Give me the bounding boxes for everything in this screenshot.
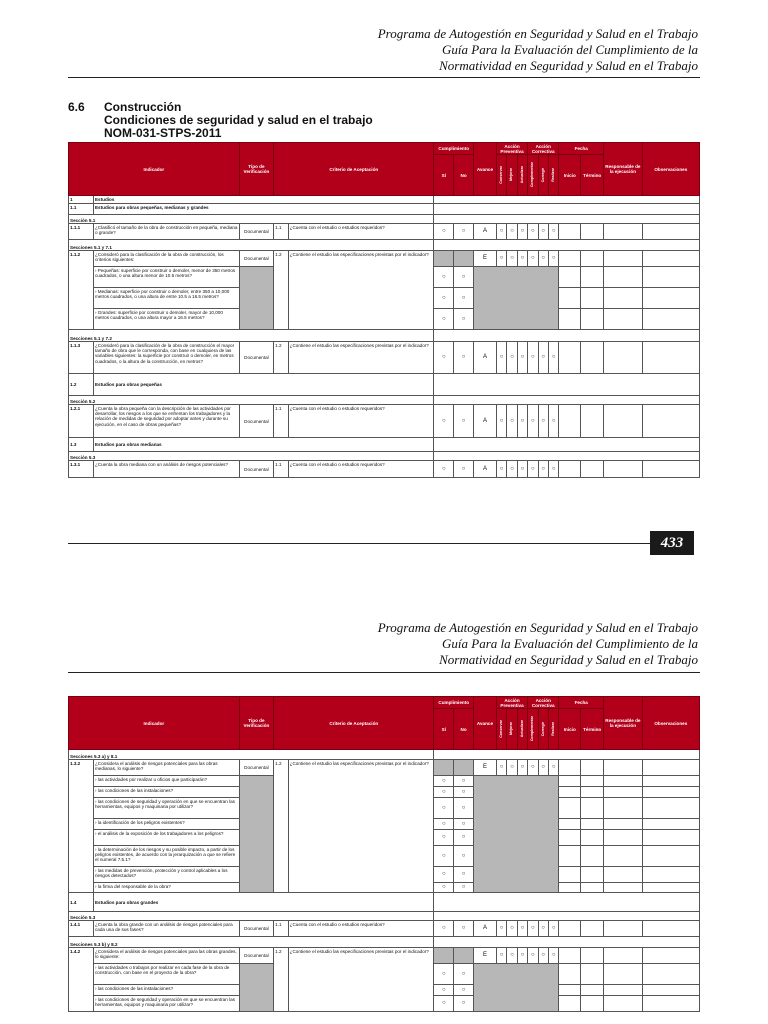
page-number-rule bbox=[68, 543, 650, 544]
responsable-cell[interactable] bbox=[604, 251, 643, 267]
avance-mark: E bbox=[474, 760, 497, 776]
sub-indicator: › el análisis de la exposición de los trabajadores a los peligros? bbox=[93, 830, 239, 846]
col-actualizar: Actualizar bbox=[519, 720, 524, 738]
col-fecha: Fecha bbox=[559, 143, 604, 155]
mejorar-radio[interactable]: ○ bbox=[507, 948, 517, 964]
section-number: 6.6 bbox=[68, 100, 85, 114]
inicio-cell[interactable] bbox=[559, 224, 581, 240]
no-radio[interactable]: ○ bbox=[454, 964, 474, 985]
sub-indicator: › la determinación de los riesgos y su posible impacto, a partir de los peligros existentes, de acuerdo con la jerarquización a que se refiere el numeral 7.5.1? bbox=[93, 846, 239, 867]
col-observaciones: Observaciones bbox=[642, 143, 699, 196]
conservar-radio[interactable]: ○ bbox=[496, 921, 506, 937]
responsable-cell[interactable] bbox=[604, 224, 643, 240]
conservar-radio[interactable]: ○ bbox=[496, 405, 506, 438]
section-ref: Sección 5.3 bbox=[69, 912, 434, 921]
si-radio[interactable]: ○ bbox=[434, 883, 454, 893]
si-radio[interactable]: ○ bbox=[434, 964, 454, 985]
col-observaciones: Observaciones bbox=[642, 697, 699, 750]
col-inicio: Inicio bbox=[559, 709, 581, 750]
col-responsable: Responsable de la ejecución bbox=[604, 143, 643, 196]
no-radio[interactable]: ○ bbox=[454, 267, 474, 288]
si-radio[interactable]: ○ bbox=[434, 461, 454, 478]
col-corregir: Corregir bbox=[540, 167, 545, 182]
row-number: 1.4 bbox=[69, 893, 94, 912]
col-corregir: Corregir bbox=[540, 721, 545, 736]
indicator-text: ¿Cuenta la obra mediana con un análisis de riesgos potenciales? bbox=[93, 461, 239, 478]
col-fecha: Fecha bbox=[559, 697, 604, 709]
col-tipo: Tipo de Verificación bbox=[239, 697, 273, 750]
verification-type: Documental bbox=[239, 251, 273, 267]
table-row bbox=[69, 405, 700, 438]
corregir-radio[interactable]: ○ bbox=[538, 461, 548, 478]
corregir-radio[interactable]: ○ bbox=[538, 948, 548, 964]
no-radio[interactable]: ○ bbox=[454, 921, 474, 937]
criterion-text: ¿Cuenta con el estudio o estudios requeridos? bbox=[288, 224, 434, 240]
item-number: 1.1.1 bbox=[69, 224, 94, 240]
col-indicador: Indicador bbox=[69, 143, 240, 196]
col-actualizar: Actualizar bbox=[519, 166, 524, 184]
verification-type: Documental bbox=[239, 342, 273, 374]
section-ref: Sección 5.1 bbox=[69, 215, 434, 224]
no-radio[interactable]: ○ bbox=[454, 798, 474, 819]
conservar-radio[interactable]: ○ bbox=[496, 948, 506, 964]
corregir-radio[interactable]: ○ bbox=[538, 251, 548, 267]
sub-indicator: › Grandes: superficie por construir o demoler, mayor de 10,000 metros cuadrados, o una altura mayor a 16.5 metros? bbox=[93, 309, 239, 330]
criterion-text: ¿Contiene el estudio las especificaciones previstas por el indicador? bbox=[288, 760, 434, 893]
section-norm: NOM-031-STPS-2011 bbox=[104, 126, 222, 140]
item-number: 1.4.1 bbox=[69, 921, 94, 937]
observaciones-cell[interactable] bbox=[642, 251, 699, 267]
criterion-number: 1.2 bbox=[274, 342, 289, 374]
table-row bbox=[69, 760, 700, 776]
page-header bbox=[378, 26, 698, 74]
avance-mark: A bbox=[474, 461, 497, 478]
row-title: Estudios para obras pequeñas, medianas y grandes bbox=[93, 204, 433, 215]
no-radio[interactable]: ○ bbox=[454, 342, 474, 374]
no-radio[interactable]: ○ bbox=[454, 985, 474, 996]
avance-mark: A bbox=[474, 224, 497, 240]
conservar-radio[interactable]: ○ bbox=[496, 224, 506, 240]
verification-type: Documental bbox=[239, 948, 273, 964]
criterion-number: 1.1 bbox=[274, 461, 289, 478]
header-rule bbox=[68, 77, 700, 78]
col-criterio: Criterio de Aceptación bbox=[274, 697, 434, 750]
evaluation-table-1 bbox=[68, 142, 700, 478]
no-radio[interactable]: ○ bbox=[454, 996, 474, 1012]
corregir-radio[interactable]: ○ bbox=[538, 760, 548, 776]
criterion-text: ¿Contiene el estudio las especificaciones previstas por el indicador? bbox=[288, 342, 434, 374]
corregir-radio[interactable]: ○ bbox=[538, 405, 548, 438]
complementar-radio[interactable]: ○ bbox=[528, 251, 538, 267]
col-realizar: Realizar bbox=[551, 721, 556, 736]
no-radio[interactable]: ○ bbox=[454, 288, 474, 309]
col-indicador: Indicador bbox=[69, 697, 240, 750]
no-radio[interactable]: ○ bbox=[454, 405, 474, 438]
si-radio[interactable]: ○ bbox=[434, 846, 454, 867]
item-number: 1.4.2 bbox=[69, 948, 94, 1012]
col-inicio: Inicio bbox=[559, 155, 581, 196]
col-termino: Término bbox=[581, 155, 604, 196]
indicator-text: ¿Consideró para la clasificación de la obra de construcción, los criterios siguientes: bbox=[93, 251, 239, 267]
si-radio[interactable]: ○ bbox=[434, 819, 454, 830]
indicator-text: ¿Cuenta la obra pequeña con la descripción de las actividades por desarrollar, los riesgos a los que se enfrentan los trabajadores y la relación de medidas de seguridad por adoptar antes y durante su ejecución, en el caso de obras pequeñas? bbox=[93, 405, 239, 438]
sub-indicator: › la firma del responsable de la obra? bbox=[93, 883, 239, 893]
actualizar-radio[interactable]: ○ bbox=[517, 224, 527, 240]
no-radio[interactable]: ○ bbox=[454, 787, 474, 798]
sub-indicator: › las actividades o trabajos por realizar en cada fase de la obra de construcción, con base en el proyecto de la obra? bbox=[93, 964, 239, 985]
si-radio[interactable]: ○ bbox=[434, 267, 454, 288]
actualizar-radio[interactable]: ○ bbox=[517, 760, 527, 776]
verification-type: Documental bbox=[239, 405, 273, 438]
avance-mark: A bbox=[474, 405, 497, 438]
col-si: Sí bbox=[434, 709, 454, 750]
mejorar-radio[interactable]: ○ bbox=[507, 342, 517, 374]
col-complementar: Complementar bbox=[530, 716, 535, 742]
sub-indicator: › Pequeñas: superficie por construir o demoler, menor de 350 metros cuadrados, o una altura menor de 10.5 metros? bbox=[93, 267, 239, 288]
sub-indicator: › la identificación de los peligros existentes? bbox=[93, 819, 239, 830]
col-cumplimiento: Cumplimiento bbox=[434, 697, 474, 709]
col-avance: Avance bbox=[474, 697, 497, 750]
si-radio[interactable]: ○ bbox=[434, 309, 454, 330]
realizar-radio[interactable]: ○ bbox=[548, 461, 558, 478]
conservar-radio[interactable]: ○ bbox=[496, 251, 506, 267]
col-conservar: Conservar bbox=[499, 719, 503, 738]
col-realizar: Realizar bbox=[551, 167, 556, 182]
table-row bbox=[69, 251, 700, 267]
col-conservar: Conservar bbox=[499, 165, 503, 184]
criterion-number: 1.1 bbox=[274, 224, 289, 240]
section-ref: Secciones 5.3 a) y 8.1 bbox=[69, 750, 434, 760]
col-termino: Término bbox=[581, 709, 604, 750]
termino-cell[interactable] bbox=[581, 251, 604, 267]
complementar-radio[interactable]: ○ bbox=[528, 760, 538, 776]
col-no: No bbox=[454, 709, 474, 750]
sub-indicator: › las actividades por realizar u oficios que participarán? bbox=[93, 776, 239, 787]
col-correctiva: Acción Correctiva bbox=[528, 697, 559, 709]
item-number: 1.1.3 bbox=[69, 342, 94, 374]
inicio-cell[interactable] bbox=[559, 251, 581, 267]
col-mejorar: Mejorar bbox=[509, 168, 514, 182]
evaluation-table-2 bbox=[68, 696, 700, 1012]
verification-type: Documental bbox=[239, 760, 273, 776]
sub-indicator: › las condiciones de las instalaciones? bbox=[93, 787, 239, 798]
actualizar-radio[interactable]: ○ bbox=[517, 921, 527, 937]
no-radio[interactable]: ○ bbox=[454, 461, 474, 478]
criterion-number: 1.2 bbox=[274, 948, 289, 1012]
criterion-number: 1.2 bbox=[274, 251, 289, 330]
observaciones-cell[interactable] bbox=[642, 224, 699, 240]
table-row bbox=[69, 224, 700, 240]
col-si: Sí bbox=[434, 155, 454, 196]
page-number: 433 bbox=[650, 531, 694, 555]
corregir-radio[interactable]: ○ bbox=[538, 224, 548, 240]
header-line-2: Guía Para la Evaluación del Cumplimiento de la bbox=[442, 42, 698, 57]
avance-mark: A bbox=[474, 342, 497, 374]
realizar-radio[interactable]: ○ bbox=[548, 760, 558, 776]
col-avance: Avance bbox=[474, 143, 497, 196]
avance-mark: E bbox=[474, 251, 497, 267]
si-radio[interactable]: ○ bbox=[434, 776, 454, 787]
criterion-text: ¿Cuenta con el estudio o estudios requeridos? bbox=[288, 405, 434, 438]
conservar-radio[interactable]: ○ bbox=[496, 461, 506, 478]
si-radio[interactable]: ○ bbox=[434, 985, 454, 996]
corregir-radio[interactable]: ○ bbox=[538, 342, 548, 374]
complementar-radio[interactable]: ○ bbox=[528, 461, 538, 478]
section-ref: Secciones 5.1 y 7.1 bbox=[69, 240, 434, 251]
header-line-1: Programa de Autogestión en Seguridad y Salud en el Trabajo bbox=[377, 620, 698, 635]
col-tipo: Tipo de Verificación bbox=[239, 143, 273, 196]
si-radio[interactable]: ○ bbox=[434, 830, 454, 846]
table-row bbox=[69, 342, 700, 374]
criterion-text: ¿Contiene el estudio las especificaciones previstas por el indicador? bbox=[288, 948, 434, 1012]
avance-mark: E bbox=[474, 948, 497, 964]
indicator-text: ¿Clasificó el tamaño de la obra de construcción en pequeña, mediana o grande? bbox=[93, 224, 239, 240]
sub-indicator: › las medidas de prevención, protección y control aplicables a los riesgos detectados? bbox=[93, 867, 239, 883]
section-subtitle: Condiciones de seguridad y salud en el trabajo bbox=[104, 113, 373, 127]
complementar-radio[interactable]: ○ bbox=[528, 342, 538, 374]
mejorar-radio[interactable]: ○ bbox=[507, 461, 517, 478]
section-ref: Secciones 5.1 y 7.2 bbox=[69, 330, 434, 342]
mejorar-radio[interactable]: ○ bbox=[507, 224, 517, 240]
si-radio[interactable]: ○ bbox=[434, 867, 454, 883]
item-number: 1.3.1 bbox=[69, 461, 94, 478]
realizar-radio[interactable]: ○ bbox=[548, 342, 558, 374]
col-no: No bbox=[454, 155, 474, 196]
no-radio[interactable]: ○ bbox=[454, 830, 474, 846]
complementar-radio[interactable]: ○ bbox=[528, 224, 538, 240]
criterion-text: ¿Contiene el estudio las especificaciones previstas por el indicador? bbox=[288, 251, 434, 330]
col-mejorar: Mejorar bbox=[509, 722, 514, 736]
complementar-radio[interactable]: ○ bbox=[528, 948, 538, 964]
section-ref: Sección 5.2 bbox=[69, 396, 434, 405]
header-line-3: Normatividad en Seguridad y Salud en el Trabajo bbox=[439, 652, 698, 667]
no-radio[interactable]: ○ bbox=[454, 883, 474, 893]
criterion-number: 1.2 bbox=[274, 760, 289, 893]
header-line-2: Guía Para la Evaluación del Cumplimiento de la bbox=[442, 636, 698, 651]
no-radio[interactable]: ○ bbox=[454, 846, 474, 867]
indicator-text: ¿Considera el análisis de riesgos potenciales para las obras grandes, lo siguiente: bbox=[93, 948, 239, 964]
realizar-radio[interactable]: ○ bbox=[548, 224, 558, 240]
section-title: Construcción bbox=[104, 100, 182, 114]
verification-type: Documental bbox=[239, 921, 273, 937]
row-title: Estudios para obras medianas bbox=[93, 438, 433, 452]
mejorar-radio[interactable]: ○ bbox=[507, 921, 517, 937]
col-responsable: Responsable de la ejecución bbox=[604, 697, 643, 750]
actualizar-radio[interactable]: ○ bbox=[517, 405, 527, 438]
indicator-text: ¿Considera el análisis de riesgos potenciales para las obras medianas, lo siguiente? bbox=[93, 760, 239, 776]
complementar-radio[interactable]: ○ bbox=[528, 921, 538, 937]
col-correctiva: Acción Correctiva bbox=[528, 143, 559, 155]
row-title: Estudios para obras grandes bbox=[93, 893, 433, 912]
page-header bbox=[378, 620, 698, 668]
table-row bbox=[69, 461, 700, 478]
no-radio[interactable]: ○ bbox=[454, 776, 474, 787]
criterion-text: ¿Cuenta con el estudio o estudios requeridos? bbox=[288, 461, 434, 478]
si-radio[interactable]: ○ bbox=[434, 921, 454, 937]
realizar-radio[interactable]: ○ bbox=[548, 251, 558, 267]
si-radio[interactable]: ○ bbox=[434, 288, 454, 309]
realizar-radio[interactable]: ○ bbox=[548, 405, 558, 438]
conservar-radio[interactable]: ○ bbox=[496, 760, 506, 776]
no-radio[interactable]: ○ bbox=[454, 224, 474, 240]
criterion-number: 1.1 bbox=[274, 405, 289, 438]
section-ref: Sección 5.3 bbox=[69, 452, 434, 461]
si-radio[interactable]: ○ bbox=[434, 224, 454, 240]
sub-indicator: › Medianas: superficie por construir o demoler, entre 350 a 10,000 metros cuadrados, o una altura de entre 10.5 a 16.5 metros? bbox=[93, 288, 239, 309]
row-title: Estudios bbox=[93, 196, 433, 204]
si-radio[interactable]: ○ bbox=[434, 798, 454, 819]
realizar-radio[interactable]: ○ bbox=[548, 921, 558, 937]
no-radio[interactable]: ○ bbox=[454, 309, 474, 330]
verification-type: Documental bbox=[239, 461, 273, 478]
indicator-text: ¿Cuenta la obra grande con un análisis de riesgos potenciales para cada una de sus fases? bbox=[93, 921, 239, 937]
col-preventiva: Acción Preventiva bbox=[496, 697, 527, 709]
mejorar-radio[interactable]: ○ bbox=[507, 405, 517, 438]
row-number: 1.2 bbox=[69, 374, 94, 396]
col-preventiva: Acción Preventiva bbox=[496, 143, 527, 155]
actualizar-radio[interactable]: ○ bbox=[517, 461, 527, 478]
col-complementar: Complementar bbox=[530, 162, 535, 188]
no-radio[interactable]: ○ bbox=[454, 819, 474, 830]
item-number: 1.2.1 bbox=[69, 405, 94, 438]
criterion-number: 1.1 bbox=[274, 921, 289, 937]
item-number: 1.1.2 bbox=[69, 251, 94, 330]
indicator-text: ¿Consideró para la clasificación de la obra de construcción el mayor tamaño de obra que le corresponda, con base en cualquiera de las variables siguientes: la superficie por construir o demoler, en metros cuadrados, o la altura de la construcción, en metros? bbox=[93, 342, 239, 374]
avance-mark: A bbox=[474, 921, 497, 937]
col-cumplimiento: Cumplimiento bbox=[434, 143, 474, 155]
si-radio[interactable]: ○ bbox=[434, 342, 454, 374]
col-criterio: Criterio de Aceptación bbox=[274, 143, 434, 196]
item-number: 1.3.2 bbox=[69, 760, 94, 893]
complementar-radio[interactable]: ○ bbox=[528, 405, 538, 438]
row-number: 1.3 bbox=[69, 438, 94, 452]
header-rule bbox=[68, 672, 700, 673]
corregir-radio[interactable]: ○ bbox=[538, 921, 548, 937]
si-radio[interactable]: ○ bbox=[434, 996, 454, 1012]
sub-indicator: › las condiciones de seguridad y operación en que se encuentran las herramientas, equipos y maquinaria por utilizar? bbox=[93, 798, 239, 819]
table-row bbox=[69, 948, 700, 964]
mejorar-radio[interactable]: ○ bbox=[507, 760, 517, 776]
realizar-radio[interactable]: ○ bbox=[548, 948, 558, 964]
header-line-3: Normatividad en Seguridad y Salud en el Trabajo bbox=[439, 58, 698, 73]
row-number: 1 bbox=[69, 196, 94, 204]
sub-indicator: › las condiciones de seguridad y operación en que se encuentran las herramientas, equipos y maquinaria por utilizar? bbox=[93, 996, 239, 1012]
section-ref: Secciones 5.3 b) y 8.2 bbox=[69, 937, 434, 948]
verification-type: Documental bbox=[239, 224, 273, 240]
row-number: 1.1 bbox=[69, 204, 94, 215]
si-radio[interactable]: ○ bbox=[434, 405, 454, 438]
table-row bbox=[69, 921, 700, 937]
row-title: Estudios para obras pequeñas bbox=[93, 374, 433, 396]
criterion-text: ¿Cuenta con el estudio o estudios requeridos? bbox=[288, 921, 434, 937]
actualizar-radio[interactable]: ○ bbox=[517, 342, 527, 374]
conservar-radio[interactable]: ○ bbox=[496, 342, 506, 374]
si-radio[interactable]: ○ bbox=[434, 787, 454, 798]
actualizar-radio[interactable]: ○ bbox=[517, 251, 527, 267]
section-heading bbox=[68, 101, 373, 140]
no-radio[interactable]: ○ bbox=[454, 867, 474, 883]
mejorar-radio[interactable]: ○ bbox=[507, 251, 517, 267]
actualizar-radio[interactable]: ○ bbox=[517, 948, 527, 964]
header-line-1: Programa de Autogestión en Seguridad y Salud en el Trabajo bbox=[377, 26, 698, 41]
termino-cell[interactable] bbox=[581, 224, 604, 240]
sub-indicator: › las condiciones de las instalaciones? bbox=[93, 985, 239, 996]
